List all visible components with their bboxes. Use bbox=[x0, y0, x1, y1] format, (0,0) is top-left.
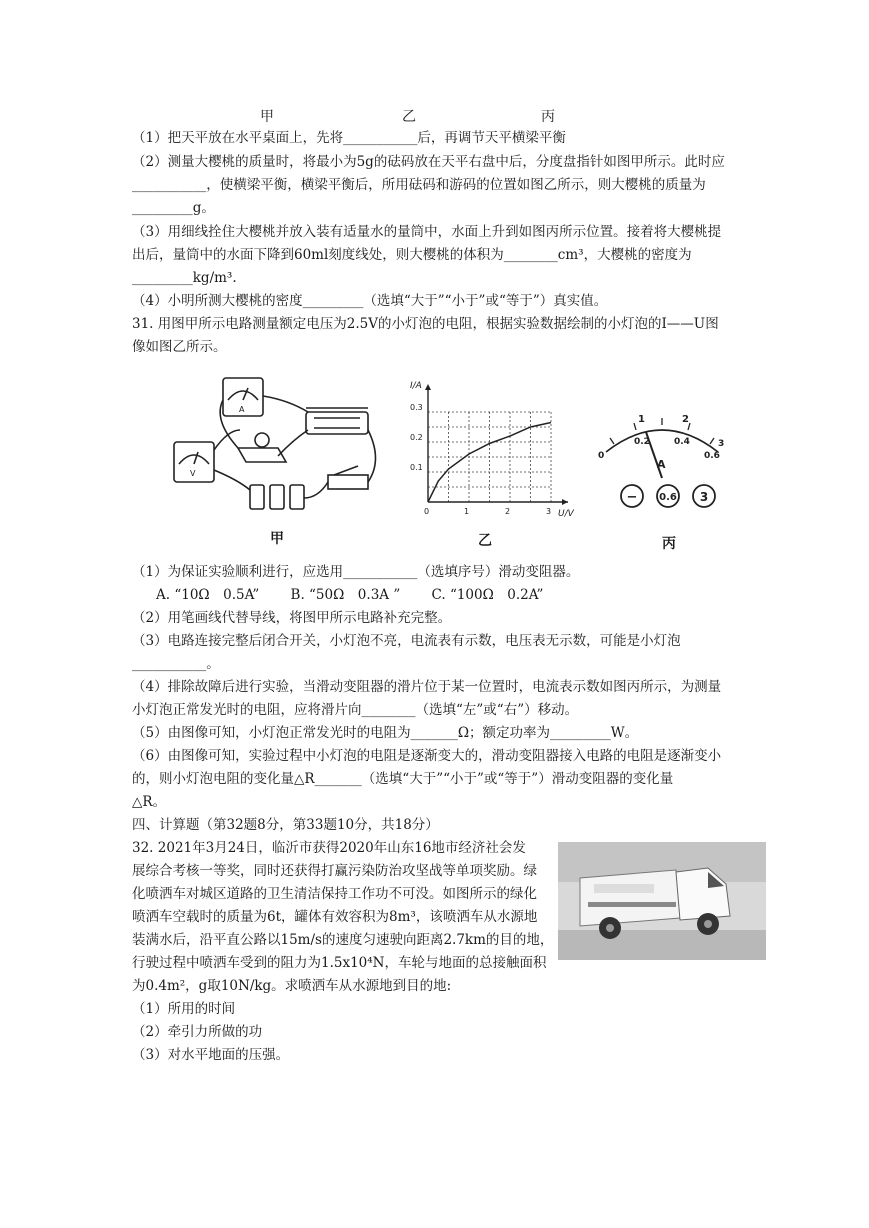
q31-part6-line3: △R。 bbox=[132, 794, 167, 810]
x-tick-label-0: 0 bbox=[424, 507, 430, 516]
rheostat bbox=[306, 412, 368, 434]
terminal-label-negative: − bbox=[626, 490, 638, 505]
terminal-label-0.6: 0.6 bbox=[659, 492, 677, 503]
q31-figure-label-jia: 甲 bbox=[270, 531, 284, 547]
figure-label-jia-top: 甲 bbox=[260, 109, 274, 125]
y-tick-label-0.3: 0.3 bbox=[410, 403, 423, 412]
x-tick-label-2: 2 bbox=[505, 507, 511, 516]
q31-part2: （2）用笔画线代替导线，将图甲所示电路补充完整。 bbox=[132, 610, 452, 626]
q31-part4-line2: 小灯泡正常发光时的电阻，应将滑片向________（选填“左”或“右”）移动。 bbox=[132, 702, 579, 718]
battery-2 bbox=[270, 485, 284, 509]
iu-graph bbox=[400, 378, 580, 523]
y-tick-label-0.1: 0.1 bbox=[410, 463, 423, 472]
iu-curve bbox=[428, 423, 551, 503]
graph-ylabel: I/A bbox=[410, 381, 422, 391]
q30-part4: （4）小明所测大樱桃的密度_________（选填“大于”“小于”或“等于”）真实值。 bbox=[132, 293, 608, 309]
q32-line1: 32. 2021年3月24日，临沂市获得2020年山东16地市经济社会发 bbox=[132, 840, 526, 856]
q32-line3: 化喷洒车对城区道路的卫生清洁保持工作功不可没。如图所示的绿化 bbox=[132, 886, 537, 902]
figure-label-yi-top: 乙 bbox=[402, 109, 416, 125]
q32-line2: 展综合考核一等奖，同时还获得打赢污染防治攻坚战等单项奖励。绿 bbox=[132, 863, 537, 879]
lamp-bulb bbox=[255, 433, 269, 447]
q32-line7: 为0.4m²，g取10N/kg。求喷洒车从水源地到目的地: bbox=[132, 978, 452, 994]
q31-intro-line1: 31. 用图甲所示电路测量额定电压为2.5V的小灯泡的电阻，根据实验数据绘制的小灯泡的I——U图 bbox=[132, 316, 719, 332]
q31-part4-line1: （4）排除故障后进行实验，当滑动变阻器的滑片位于某一位置时，电流表示数如图丙所示，为测量 bbox=[132, 679, 722, 695]
svg-text:A: A bbox=[239, 405, 245, 414]
q31-intro-line2: 像如图乙所示。 bbox=[132, 339, 227, 355]
x-axis-arrow bbox=[562, 499, 568, 505]
q32-sub1: （1）所用的时间 bbox=[132, 1001, 236, 1017]
switch bbox=[328, 475, 368, 489]
q31-part3-line2: ___________。 bbox=[132, 656, 220, 672]
sprinkler-truck-photo bbox=[558, 842, 766, 960]
q31-figure-label-yi: 乙 bbox=[478, 533, 492, 549]
dial-top-label-2: 2 bbox=[682, 414, 689, 425]
graph-xlabel: U/V bbox=[558, 509, 574, 519]
dial-arc bbox=[606, 430, 718, 452]
q30-part3-line2: 出后，量筒中的水面下降到60ml刻度线处，则大樱桃的体积为________cm³，大樱桃的密度为 bbox=[132, 247, 692, 263]
q30-part1: （1）把天平放在水平桌面上，先将___________后，再调节天平横梁平衡 bbox=[132, 130, 566, 146]
y-axis-arrow bbox=[425, 384, 431, 390]
x-tick-label-1: 1 bbox=[464, 507, 470, 516]
q31-part1: （1）为保证实验顺利进行，应选用___________（选填序号）滑动变阻器。 bbox=[132, 564, 580, 580]
svg-text:V: V bbox=[190, 469, 196, 478]
q31-part6-line1: （6）由图像可知，实验过程中小灯泡的电阻是逐渐变大的，滑动变阻器接入电路的电阻是逐渐变小 bbox=[132, 748, 722, 764]
q31-part3-line1: （3）电路连接完整后闭合开关，小灯泡不亮，电流表有示数，电压表无示数，可能是小灯泡 bbox=[132, 633, 681, 649]
dial-unit: A bbox=[657, 458, 666, 471]
terminal-label-3: 3 bbox=[699, 490, 709, 504]
dial-bottom-label-0.6: 0.6 bbox=[704, 451, 720, 461]
x-tick-label-3: 3 bbox=[546, 507, 552, 516]
q30-part2-line1: （2）测量大樱桃的质量时，将最小为5g的砝码放在天平右盘中后，分度盘指针如图甲所示。此时应 bbox=[132, 154, 725, 170]
q31-options: A. “10Ω 0.5A” B. “50Ω 0.3A ” C. “100Ω 0.2A” bbox=[156, 587, 544, 603]
q30-part2-line2: ___________，使横梁平衡，横梁平衡后，所用砝码和游码的位置如图乙所示，则大樱桃的质量为 bbox=[132, 177, 706, 193]
q30-part3-line3: _________kg/m³. bbox=[132, 270, 237, 286]
y-tick-label-0.2: 0.2 bbox=[410, 433, 423, 442]
q32-line5: 装满水后，沿平直公路以15m/s的速度匀速驶向距离2.7km的目的地， bbox=[132, 932, 554, 948]
battery-3 bbox=[290, 485, 304, 509]
graph-grid bbox=[428, 412, 551, 502]
dial-bottom-label-0.4: 0.4 bbox=[674, 437, 690, 447]
q30-part2-line3: _________g。 bbox=[132, 200, 215, 216]
q32-sub3: （3）对水平地面的压强。 bbox=[132, 1047, 290, 1063]
q31-part6-line2: 的，则小灯泡电阻的变化量△R_______（选填“大于”“小于”或“等于”）滑动变阻器的变化量 bbox=[132, 771, 674, 787]
circuit-diagram bbox=[168, 370, 383, 520]
figure-label-bing-top: 丙 bbox=[541, 109, 555, 125]
dial-bottom-label-0.2: 0.2 bbox=[634, 437, 650, 447]
q32-sub2: （2）牵引力所做的功 bbox=[132, 1024, 263, 1040]
q32-line4: 喷洒车空载时的质量为6t，罐体有效容积为8m³，该喷洒车从水源地 bbox=[132, 909, 538, 925]
section-4-heading: 四、计算题（第32题8分，第33题10分，共18分） bbox=[132, 817, 439, 833]
dial-top-label-1: 1 bbox=[638, 414, 645, 425]
battery-1 bbox=[250, 485, 264, 509]
dial-bottom-label-0: 0 bbox=[598, 451, 605, 461]
ammeter-dial bbox=[592, 410, 732, 520]
dial-end-label-3: 3 bbox=[718, 439, 725, 449]
q32-line6: 行驶过程中喷洒车受到的阻力为1.5x10⁴N，车轮与地面的总接触面积 bbox=[132, 955, 547, 971]
q30-part3-line1: （3）用细线拴住大樱桃并放入装有适量水的量筒中，水面上升到如图丙所示位置。接着将大樱桃提 bbox=[132, 224, 722, 240]
q31-figure-label-bing: 丙 bbox=[662, 536, 676, 552]
q31-part5: （5）由图像可知，小灯泡正常发光时的电阻为_______Ω；额定功率为_________W。 bbox=[132, 725, 639, 741]
